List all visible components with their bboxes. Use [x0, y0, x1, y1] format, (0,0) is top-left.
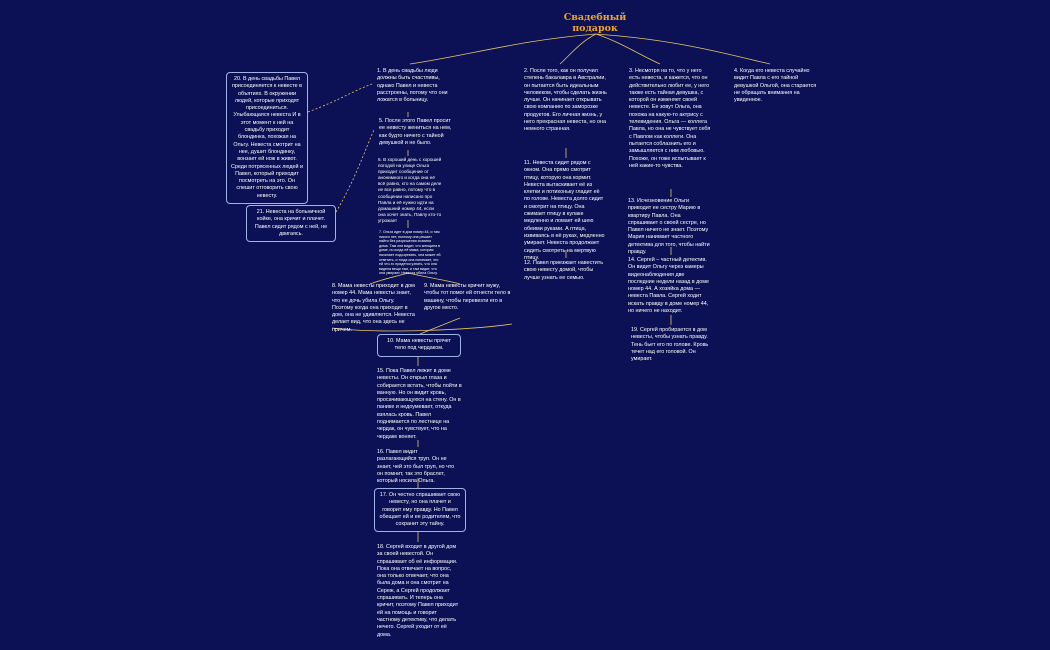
connector-root-3: [596, 34, 660, 64]
node-11: 11. Невеста сидит рядом с окном. Она прямо смотрит птицу, которую она кормит. Невеста вытаскивает её из клетки и потихоньку гладит её по голове. Невеста долго сидит и смотрит на птицу. Она сжимает птицу в кулаке медленно и ломает ей шею обеими руками. А птица, извиваясь в её руках, медленно умирает. Невеста продолжает сидеть смотреть на мертвую птицу.: [524, 160, 605, 261]
node-14: 14. Сергей – частный детектив. Он видит Ольгу через камеры видеонаблюдения две последние недели назад в доме номер 44. А хозяйка дома — невеста Павла. Сергей ходит искать правду в доме номер 44, но ничего не находит.: [628, 257, 709, 315]
node-12: 12. Павел приезжает навестить свою невесту домой, чтобы лучше узнать ее семью.: [524, 260, 604, 281]
diagram-title: Свадебный подарок: [563, 12, 627, 34]
node-8: 8. Мама невесты приходит в дом номер 44. Мама невесты знает, что ее дочь убила Ольгу. Поэтому когда она приходит в дом, она не удивляется. Невеста делает вид, что она здесь не причем.: [332, 283, 415, 333]
node-15: 15. Пока Павел лежит в доме невесты. Он открыл глаза и собирается встать, чтобы пойти в ванную. Но он видит кровь, просачивающуюся на стену. Он в панике и недоумевает, откуда взялась кровь. Павел поднимается по лестнице на чердак, он чувствует, что на чердаке воняет.: [377, 368, 462, 440]
node-5: 5. После этого Павел просит ее невесту жениться на нем, как будто ничего с тайной девушкой и не было.: [379, 118, 452, 146]
node-17: 17. Он честно спрашивает свою невесту, но она плачет и говорит ему правду. Но Павел обещает ей и ее родителям, что сохранит эту тайну.: [374, 488, 466, 532]
node-6: 6. В хороший день с хорошей погодой на улице Ольга приходит сообщение от анонимного и когда она её всё равно, кто на самом деле не все равно, потому что в сообщении написано про Павла и её нужно идти на домашний номер 44, если она хочет знать, Павлу кто-то угрожает: [378, 157, 442, 223]
node-21: 21. Невеста на больничной койке, она кричит и плачет. Павел сидит рядом с ней, не двигаясь.: [246, 205, 336, 242]
node-19: 19. Сергей пробирается в дом невесты, чтобы узнать правду. Тень бьет его по голове. Кровь течет над его головой. Он умирает.: [631, 327, 709, 363]
connector-root-4: [596, 34, 770, 64]
connector-21-link: [336, 130, 374, 212]
connector-root-2: [560, 34, 596, 64]
node-3: 3. Несмотря на то, что у него есть невеста, и кажется, что он действительно любит ее, у него также есть тайная девушка, с которой он изменяет своей невесте. Ее зовут Ольга, она похожа на какую-то актрису с телевидения. Ольга — коллега Павла, но она не чувствует себя с Павлом как коллеги. Она пытается соблазнить его и замышляется с ним любовью. Похоже, он тоже испытывает к ней какие-то чувства.: [629, 68, 711, 169]
connector-9-10: [420, 318, 460, 334]
node-13: 13. Исчезновение Ольги приводит ее сестру Марию в квартиру Павла. Она спрашивает о своей сестре, но Павел ничего не знает. Поэтому Мария нанимает частного детектива для того, чтобы найти правду.: [628, 198, 710, 256]
node-20: 20. В день свадьбы Павел присоединяется к невесте в объятиях. В окружении людей, которые приходят присоединиться. Улыбающаяся невеста И в этот момент к ней на свадьбу приходит блондинка, похожая на Ольгу. Невеста смотрит на нее, душит блондинку, вонзает ей нож в живот. Среди потрясенных людей и Павел, который приходит посмотреть на это. Он спешит отговорить свою невесту.: [226, 72, 308, 204]
connector-root-1: [410, 34, 596, 64]
node-18: 18. Сергей входит в другой дом за своей невестой. Он спрашивает об её информации. Пока она отвечает на вопрос, она только отвечает, что она была дома и она смотрит на Сереж, а Сергей продолжает спрашивать. И теперь она кричит, поэтому Павел приходит ей на помощь и говорит частному детективу, что делать нечего. Сергей уходит от её дома.: [377, 544, 459, 638]
node-9: 9. Мама невесты кричит мужу, чтобы тот помог ей отнести тело в машину, чтобы перевезти его в другое место.: [424, 283, 511, 311]
node-10: 10. Мама невесты прячет тело под чердаком.: [377, 334, 461, 357]
node-2: 2. После того, как он получил степень бакалавра в Австралии, он пытается быть идеальным человеком, чтобы сделать жизнь лучше. Он начинает открывать свою компанию по заморозке продуктов. Его личная жизнь, у него прекрасная невеста, но она немного странная.: [524, 68, 607, 133]
node-4: 4. Когда его невеста случайно видит Павла с его тайной девушкой Ольгой, она старается не обращать внимания на увиденное.: [734, 68, 817, 104]
node-1: 1. В день свадьбы люди должны быть счастливы, однако Павел и невеста расстроены, потому что они ложатся в больницу.: [377, 68, 448, 104]
connector-20-link: [308, 84, 372, 112]
node-16: 16. Павел видит разлагающийся труп. Он не знает, чей это был труп, но что он помнит, так это браслет, который носила Ольга.: [377, 449, 455, 485]
node-7: 7. Ольга идет в дом номер 44, и там никого нет, поэтому она решает найти без разрешения хозяина дома. Там она видит, что женщина в доме, но когда её мама, которая начинает подозревать, она может ей ответить, и тогда она понимает, что ей что-то придется узнать, что она видела вещи там, и там видит, что она умирает. Невеста убила Ольгу.: [379, 230, 441, 276]
